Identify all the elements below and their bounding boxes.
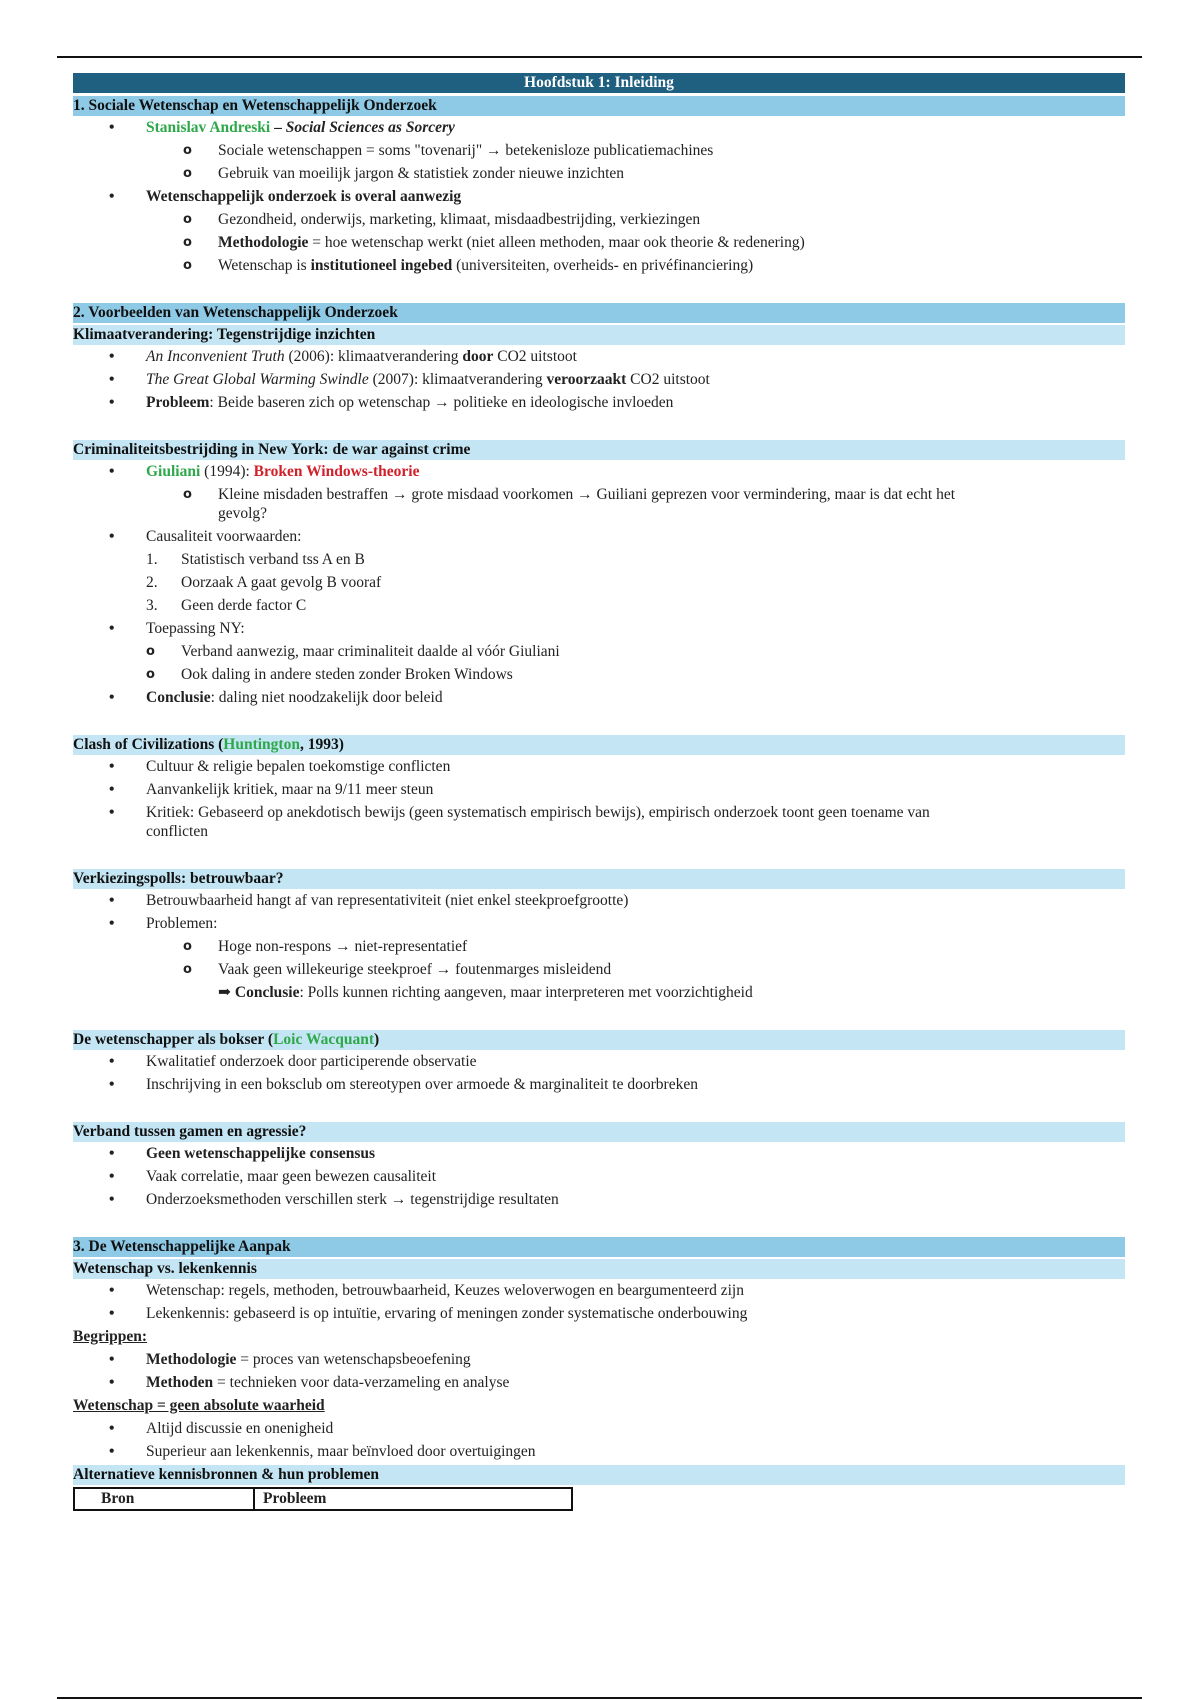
list-item: • The Great Global Warming Swindle (2007): klimaatverandering veroorzaakt CO2 uitstoot	[73, 368, 1125, 391]
subheading-bokser: De wetenschapper als bokser (Loic Wacquant)	[73, 1030, 1125, 1050]
book-title: Social Sciences as Sorcery	[285, 119, 455, 136]
subheading-lekenkennis: Wetenschap vs. lekenkennis	[73, 1259, 1125, 1279]
list-item: • Lekenkennis: gebaseerd is op intuïtie, ervaring of meningen zonder systematische onderbouwing	[73, 1302, 1125, 1325]
list-item: • Cultuur & religie bepalen toekomstige conflicten	[73, 755, 1125, 778]
list-item: o Gezondheid, onderwijs, marketing, klimaat, misdaadbestrijding, verkiezingen	[73, 208, 1125, 231]
list-item: • Conclusie: daling niet noodzakelijk door beleid	[73, 686, 1125, 709]
list-item: o Vaak geen willekeurige steekproef → foutenmarges misleidend	[73, 958, 1125, 981]
subheading-polls: Verkiezingspolls: betrouwbaar?	[73, 869, 1125, 889]
list-item: o Methodologie = hoe wetenschap werkt (niet alleen methoden, maar ook theorie & redenering)	[73, 231, 1125, 254]
subheading-gamen: Verband tussen gamen en agressie?	[73, 1122, 1125, 1142]
list-item: • Vaak correlatie, maar geen bewezen causaliteit	[73, 1165, 1125, 1188]
conclusion-line: ➡ Conclusie: Polls kunnen richting aangeven, maar interpreteren met voorzichtigheid	[218, 984, 753, 1001]
sources-table	[73, 1487, 573, 1511]
list-item: o Ook daling in andere steden zonder Broken Windows	[73, 663, 1125, 686]
list-item: • Problemen:	[73, 912, 1125, 935]
list-item: o Wetenschap is institutioneel ingebed (universiteiten, overheids- en privéfinanciering)	[73, 254, 1125, 277]
list-item: o Kleine misdaden bestraffen → grote misdaad voorkomen → Guiliani geprezen voor vermindering, maar is dat echt het gevolg?	[73, 483, 1125, 525]
list-item: • Wetenschappelijk onderzoek is overal aanwezig	[73, 185, 1125, 208]
list-item: • Probleem: Beide baseren zich op wetenschap → politieke en ideologische invloeden	[73, 391, 1125, 414]
author-andreski: Stanislav Andreski	[146, 119, 271, 136]
subheading-crime: Criminaliteitsbestrijding in New York: de war against crime	[73, 440, 1125, 460]
list-item: • Altijd discussie en onenigheid	[73, 1417, 1125, 1440]
list-item: • Aanvankelijk kritiek, maar na 9/11 meer steun	[73, 778, 1125, 801]
section-1-heading: 1. Sociale Wetenschap en Wetenschappelijk Onderzoek	[73, 96, 1125, 116]
bottom-rule	[57, 1697, 1142, 1699]
list-item: • Methodologie = proces van wetenschapsbeoefening	[73, 1348, 1125, 1371]
list-item: • Giuliani (1994): Broken Windows-theorie	[73, 460, 1125, 483]
section-2-heading: 2. Voorbeelden van Wetenschappelijk Onderzoek	[73, 303, 1125, 323]
numbered-item: 2. Oorzaak A gaat gevolg B vooraf	[146, 574, 382, 591]
document-body	[73, 73, 1125, 1511]
table-row	[74, 1488, 572, 1510]
list-item: • Toepassing NY:	[73, 617, 1125, 640]
list-item: • An Inconvenient Truth (2006): klimaatverandering door CO2 uitstoot	[73, 345, 1125, 368]
table-header-probleem: Probleem	[254, 1488, 572, 1510]
section-3-heading: 3. De Wetenschappelijke Aanpak	[73, 1237, 1125, 1257]
list-item: • Betrouwbaarheid hangt af van representativiteit (niet enkel steekproefgrootte)	[73, 889, 1125, 912]
list-item: • Causaliteit voorwaarden:	[73, 525, 1125, 548]
subheading-klimaat: Klimaatverandering: Tegenstrijdige inzichten	[73, 325, 1125, 345]
subheading-clash: Clash of Civilizations (Huntington, 1993)	[73, 735, 1125, 755]
list-item: • Stanislav Andreski – Social Sciences as Sorcery	[73, 116, 1125, 139]
list-item: • Superieur aan lekenkennis, maar beïnvloed door overtuigingen	[73, 1440, 1125, 1463]
arrow-icon: ➡	[218, 984, 235, 1001]
list-item: • Geen wetenschappelijke consensus	[73, 1142, 1125, 1165]
begrippen-heading: Begrippen:	[73, 1328, 148, 1345]
list-item: • Wetenschap: regels, methoden, betrouwbaarheid, Keuzes weloverwogen en beargumenteerd zijn	[73, 1279, 1125, 1302]
list-item: o Verband aanwezig, maar criminaliteit daalde al vóór Giuliani	[73, 640, 1125, 663]
numbered-item: 3. Geen derde factor C	[146, 597, 307, 614]
numbered-item: 1. Statistisch verband tss A en B	[146, 551, 365, 568]
list-item: • Inschrijving in een boksclub om stereotypen over armoede & marginaliteit te doorbreken	[73, 1073, 1125, 1096]
list-item: o Hoge non-respons → niet-representatief	[73, 935, 1125, 958]
list-item: • Kritiek: Gebaseerd op anekdotisch bewijs (geen systematisch empirisch bewijs), empirisch onderzoek toont geen toename van conflicten	[73, 801, 1125, 843]
subheading-alternatieve-bronnen: Alternatieve kennisbronnen & hun problemen	[73, 1465, 1125, 1485]
list-item: • Onderzoeksmethoden verschillen sterk → tegenstrijdige resultaten	[73, 1188, 1125, 1211]
chapter-title: Hoofdstuk 1: Inleiding	[73, 73, 1125, 93]
broken-windows-theory: Broken Windows-theorie	[253, 463, 420, 480]
top-rule	[57, 56, 1142, 58]
list-item: o Gebruik van moeilijk jargon & statistiek zonder nieuwe inzichten	[73, 162, 1125, 185]
list-item: • Methoden = technieken voor data-verzameling en analyse	[73, 1371, 1125, 1394]
list-item: • Kwalitatief onderzoek door participerende observatie	[73, 1050, 1125, 1073]
waarheid-heading: Wetenschap = geen absolute waarheid	[73, 1397, 325, 1414]
table-header-bron: Bron	[74, 1488, 254, 1510]
list-item: o Sociale wetenschappen = soms "tovenarij" → betekenisloze publicatiemachines	[73, 139, 1125, 162]
